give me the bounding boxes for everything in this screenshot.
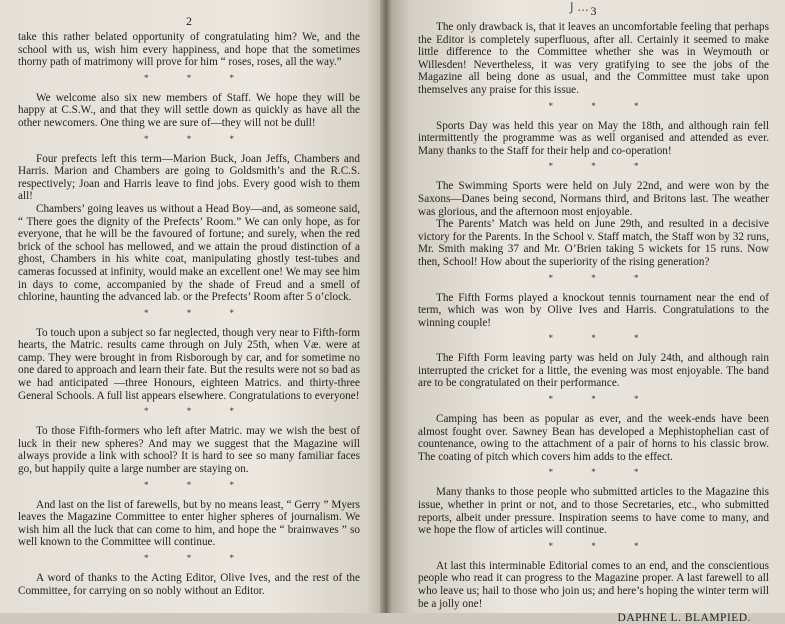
section-divider-stars: * * * xyxy=(548,467,657,478)
section-divider-stars: * * * xyxy=(548,394,657,405)
section-divider-stars: * * * xyxy=(144,479,252,490)
section-divider-stars: * * * xyxy=(144,72,252,83)
right-page-body xyxy=(418,21,769,610)
editorial-paragraph: Sports Day was held this year on May the 18th, and although rain fell intermittently the programme was as well organised and attended as ever. Many thanks to the Staff for their help and co-operation! xyxy=(418,119,769,157)
editorial-paragraph: Four prefects left this term—Marion Buck, Joan Jeffs, Chambers and Harris. Marion and Chambers are going to Goldsmith’s and the R.C.S. respectively; Joan and Harris leave to find jobs. Every good wish to them all! xyxy=(18,152,360,203)
page-number-right: 3 xyxy=(590,4,597,18)
section-divider-stars: * * * xyxy=(144,553,252,563)
editorial-paragraph: Many thanks to those people who submitted articles to the Magazine this issue, whether in print or not, and to those Secretaries, etc., who submitted reports, albeit under pressure. Inspiration seems to have come to many, and we hope the flow of articles will continue. xyxy=(418,486,769,537)
editorial-paragraph: The only drawback is, that it leaves an uncomfortable feeling that perhaps the Editor is completely superfluous, after all. Certainly it seemed to make little difference to the Committee whether she was in Weymouth or Willesden! Nevertheless, it was very gratifying to see the jobs of the Magazine all being done as usual, and the Committee must take upon themselves any praise for this issue. xyxy=(418,21,769,96)
editorial-paragraph: A word of thanks to the Acting Editor, Olive Ives, and the rest of the Committee, for carrying on so nobly without an Editor. xyxy=(18,572,360,597)
editorial-paragraph: Chambers’ going leaves us without a Head Boy—and, as someone said, “ There goes the dignity of the Prefects’ Room.” We can only hope, as for everyone, that he will be the favoured of fortune; and surely, when the red brick of the school has mellowed, and we attain the proud distinction of a ghost, Chambers in his white coat, manipulating ghostly test-tubes and cameras focussed at infinity, would make an excellent one! We may see him in days to come, accompanied by the shade of Freud and a smell of chlorine, haunting the advanced lab. or the Prefects’ Room after 5 o’clock. xyxy=(18,202,360,304)
section-divider-stars: * * * xyxy=(548,333,657,344)
left-page xyxy=(0,0,382,613)
editorial-paragraph: To those Fifth-formers who left after Matric. may we wish the best of luck in their new spheres? And may we suggest that the Magazine will always provide a link with school? It is hard to see so many familiar faces go, but happily quite a large number are staying on. xyxy=(18,425,360,476)
left-page-body xyxy=(18,31,360,597)
editorial-paragraph: At last this interminable Editorial comes to an end, and the conscientious people who read it can progress to the Magazine proper. A last farewell to all who leave us; hail to those who join us; and here’s hoping the winter term will be a jolly one! xyxy=(418,559,769,610)
editorial-paragraph: And last on the list of farewells, but by no means least, “ Gerry ” Myers leaves the Magazine Committee to enter higher spheres of journalism. We wish him all the luck that can come to him, and hope the “ brainwaves ” so well known to the Committee will continue. xyxy=(18,498,360,549)
editorial-paragraph: take this rather belated opportunity of congratulating him? We, and the school with us, wish him every happiness, and hope that the sometimes thorny path of matrimony will prove for him “ roses, roses, all the way.” xyxy=(18,31,360,69)
section-divider-stars: * * * xyxy=(548,100,657,111)
section-divider-stars: * * * xyxy=(548,272,657,283)
editorial-paragraph: The Fifth Form leaving party was held on July 24th, and although rain interrupted the cricket for a little, the evening was most enjoyable. The band are to be congratulated on their performance. xyxy=(418,352,769,390)
section-divider-stars: * * * xyxy=(548,540,657,551)
editorial-paragraph: Camping has been as popular as ever, and the week-ends have been almost fought over. Sawney Bean has developed a Mephistophelian cast of countenance, owing to the attachment of a pair of horns to his classic brow. The coating of pitch which covers him adds to the effect. xyxy=(418,413,769,463)
section-divider-stars: * * * xyxy=(144,307,252,318)
section-divider-stars: * * * xyxy=(144,133,252,144)
editorial-paragraph: The Swimming Sports were held on July 22nd, and were won by the Saxons—Danes being second, Normans third, and Britons last. The weather was glorious, and the afternoon most enjoyable. xyxy=(418,180,769,218)
page-number-left: 2 xyxy=(186,14,192,28)
editorial-paragraph: The Parents’ Match was held on June 29th, and resulted in a decisive victory for the Parents. In the School v. Staff match, the Staff won by 32 runs, Mr. Smith making 37 and Mr. O’Brien taking 5 wickets for 15 runs. Now then, School! How about the superiority of the rising generation? xyxy=(418,218,769,268)
editorial-paragraph: We welcome also six new members of Staff. We hope they will be happy at C.S.W., and that they will settle down as quickly as have all the other newcomers. One thing we are sure of—they will not be dull! xyxy=(18,91,360,129)
section-divider-stars: * * * xyxy=(548,161,657,172)
editorial-paragraph: To touch upon a subject so far neglected, though very near to Fifth-form hearts, the Matric. results came through on July 25th, when Væ. were at camp. They were brought in from Risborough by car, and for sometime no one dared to approach and learn their fate. But the results were not so bad as we had anticipated —three Honours, eighteen Matrics. and thirty-three General Schools. A full list appears elsewhere. Congratulations to everyone! xyxy=(18,326,360,402)
margin-scribble: J ... xyxy=(570,0,589,14)
editorial-paragraph: The Fifth Forms played a knockout tennis tournament near the end of term, which was won by Olive Ives and Harris. Congratulations to the winning couple! xyxy=(418,291,769,329)
section-divider-stars: * * * xyxy=(144,406,252,417)
editor-signature: DAPHNE L. BLAMPIED. xyxy=(617,612,751,624)
right-page xyxy=(392,0,785,624)
